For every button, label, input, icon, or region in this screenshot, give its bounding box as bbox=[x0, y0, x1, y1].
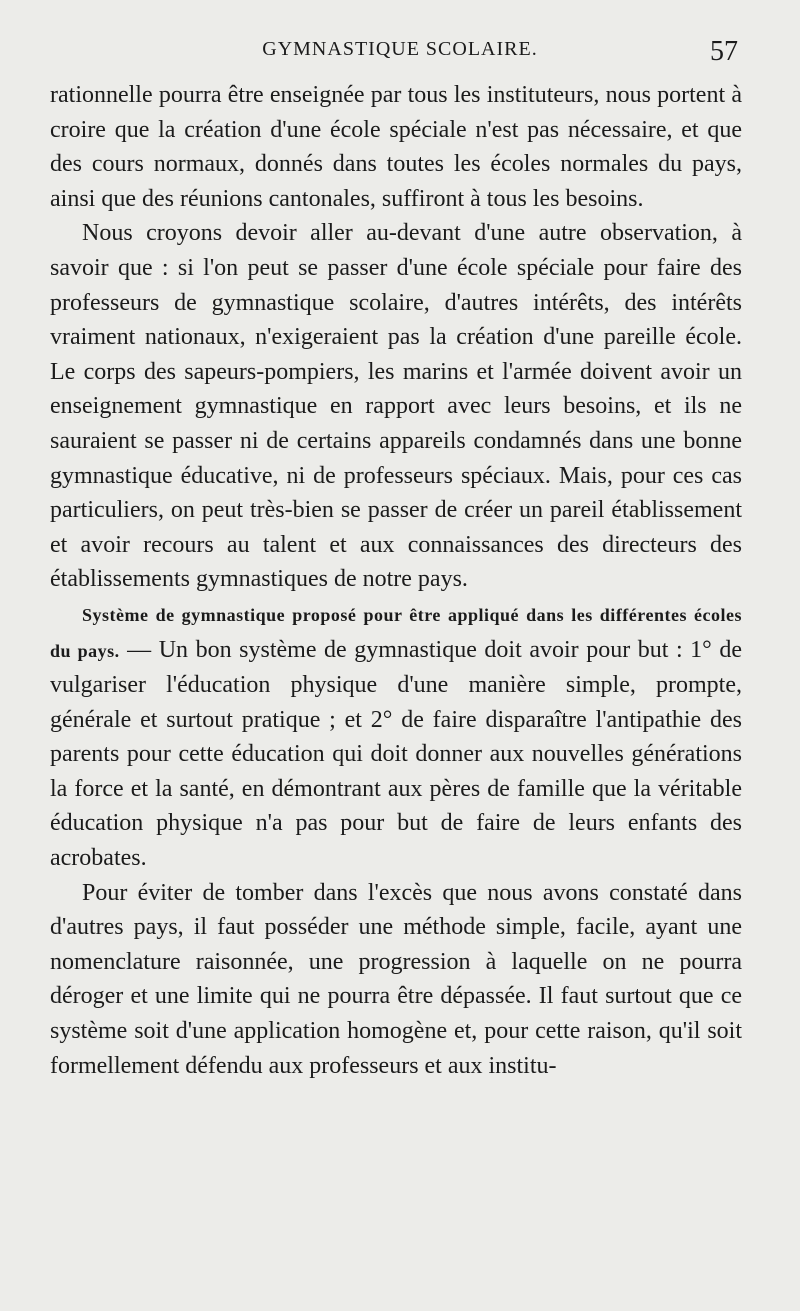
paragraph-4: Pour éviter de tomber dans l'excès que nous avons constaté dans d'autres pays, il faut posséder une méthode simple, facile, ayant une nomenclature raisonnée, une progression à laquelle on ne pourra déroger et une limite qui ne pourra être dépassée. Il faut surtout que ce système soit d'une application homogène et, pour cette raison, qu'il soit formellement défendu aux professeurs et aux institu- bbox=[50, 879, 742, 1079]
page-number: 57 bbox=[710, 36, 738, 67]
body-text bbox=[50, 78, 742, 1083]
section-heading: Système de gymnastique proposé pour être appliqué dans les différentes écoles du pays. bbox=[50, 604, 742, 661]
paragraph-1: rationnelle pourra être enseignée par tous les instituteurs, nous portent à croire que la création d'une école spéciale n'est pas nécessaire, et que des cours normaux, donnés dans toutes les écoles normales du pays, ainsi que des réunions cantonales, suffiront à tous les besoins. bbox=[50, 82, 742, 212]
paragraph-3 bbox=[50, 597, 742, 876]
paragraph-3-text: — Un bon système de gymnastique doit avoir pour but : 1° de vulgariser l'éducation physique d'une manière simple, prompte, générale et surtout pratique ; et 2° de faire disparaître l'antipathie des parents pour cette éducation qui doit donner aux nouvelles générations la force et la santé, en démontrant aux pères de famille que la véritable éducation physique n'a pas pour but de faire de leurs enfants des acrobates. bbox=[50, 636, 742, 872]
page-header bbox=[50, 34, 750, 74]
running-title: GYMNASTIQUE SCOLAIRE. bbox=[262, 38, 538, 60]
paragraph-2: Nous croyons devoir aller au-devant d'une autre observation, à savoir que : si l'on peut se passer d'une école spéciale pour faire des professeurs de gymnastique scolaire, d'autres intérêts, des intérêts vraiment nationaux, n'exigeraient pas la création d'une pareille école. Le corps des sapeurs-pompiers, les marins et l'armée doivent avoir un enseignement gymnastique en rapport avec leurs besoins, et ils ne sauraient se passer ni de certains appareils condamnés dans une bonne gymnastique éducative, ni de professeurs spéciaux. Mais, pour ces cas particuliers, on peut très-bien se passer de créer un pareil établissement et avoir recours au talent et aux connaissances des directeurs des établissements gymnastiques de notre pays. bbox=[50, 220, 742, 593]
